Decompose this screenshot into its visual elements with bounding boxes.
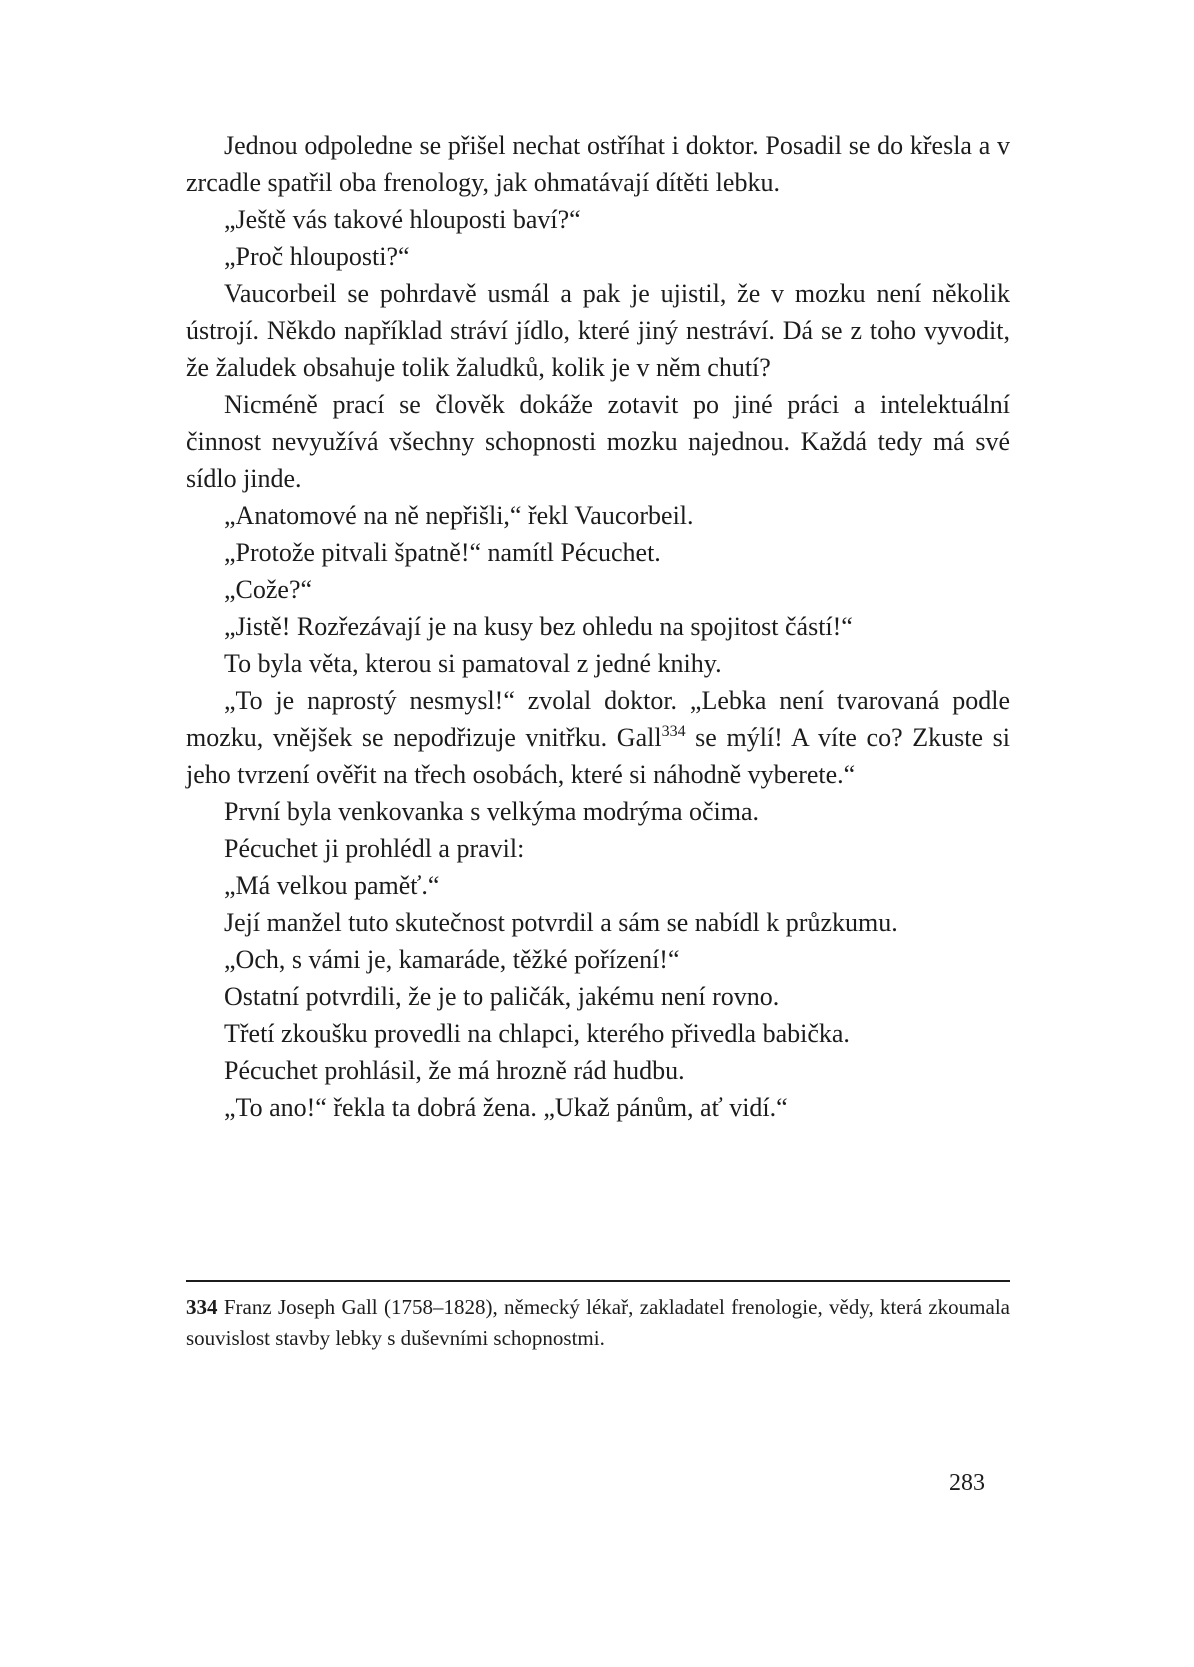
paragraph: „To ano!“ řekla ta dobrá žena. „Ukaž pánům, ať vidí.“ — [224, 1093, 788, 1122]
paragraph: Třetí zkoušku provedli na chlapci, kterého přivedla babička. — [224, 1019, 850, 1048]
paragraph-text: se mýlí! A víte co? Zkuste si jeho tvrzení ověřit na třech osobách, které si náhodně vyberete.“ — [186, 723, 1010, 789]
paragraph: Její manžel tuto skutečnost potvrdil a sám se nabídl k průzkumu. — [224, 908, 898, 937]
paragraph: „Ještě vás takové hlouposti baví?“ — [224, 205, 581, 234]
paragraph: Pécuchet prohlásil, že má hrozně rád hudbu. — [224, 1056, 685, 1085]
paragraph: První byla venkovanka s velkýma modrýma očima. — [224, 797, 760, 826]
footnote-number: 334 — [186, 1295, 218, 1319]
paragraph: To byla věta, kterou si pamatoval z jedné knihy. — [224, 649, 722, 678]
paragraph: „Protože pitvali špatně!“ namítl Pécuchet. — [224, 538, 661, 567]
paragraph: „Cože?“ — [224, 575, 313, 604]
paragraph: „Proč hlouposti?“ — [224, 242, 410, 271]
paragraph: Pécuchet ji prohlédl a pravil: — [224, 834, 525, 863]
body-text — [186, 127, 1010, 1126]
paragraph-with-footnote-ref — [186, 682, 1010, 793]
paragraph: Vaucorbeil se pohrdavě usmál a pak je ujistil, že v mozku není několik ústrojí. Někdo například stráví jídlo, které jiný nestráví. Dá se z toho vyvodit, že žaludek obsahuje tolik žaludků, kolik je v něm chutí? — [186, 279, 1010, 382]
paragraph: „Och, s vámi je, kamaráde, těžké pořízení!“ — [224, 945, 680, 974]
paragraph: „Má velkou paměť.“ — [224, 871, 440, 900]
footnote-separator — [186, 1280, 1010, 1282]
paragraph: „Jistě! Rozřezávají je na kusy bez ohledu na spojitost částí!“ — [224, 612, 853, 641]
paragraph: Nicméně prací se člověk dokáže zotavit po jiné práci a intelektuální činnost nevyužívá všechny schopnosti mozku najednou. Každá tedy má své sídlo jinde. — [186, 390, 1010, 493]
footnote-reference: 334 — [661, 723, 686, 740]
paragraph: Ostatní potvrdili, že je to paličák, jakému není rovno. — [224, 982, 780, 1011]
paragraph: „Anatomové na ně nepřišli,“ řekl Vaucorbeil. — [224, 501, 694, 530]
footnote-area — [186, 1280, 1010, 1354]
paragraph: Jednou odpoledne se přišel nechat ostříhat i doktor. Posadil se do křesla a v zrcadle spatřil oba frenology, jak ohmatávají dítěti lebku. — [186, 131, 1010, 197]
page-number: 283 — [949, 1470, 985, 1496]
footnote — [186, 1292, 1010, 1354]
paragraph-text: „To je naprostý nesmysl!“ zvolal doktor. „Lebka není tvarovaná podle mozku, vnějšek se nepodřizuje vnitřku. Gall — [186, 686, 1010, 752]
footnote-body: Franz Joseph Gall (1758–1828), německý lékař, zakladatel frenologie, vědy, která zkoumala souvislost stavby lebky s duševními schopnostmi. — [186, 1295, 1010, 1350]
